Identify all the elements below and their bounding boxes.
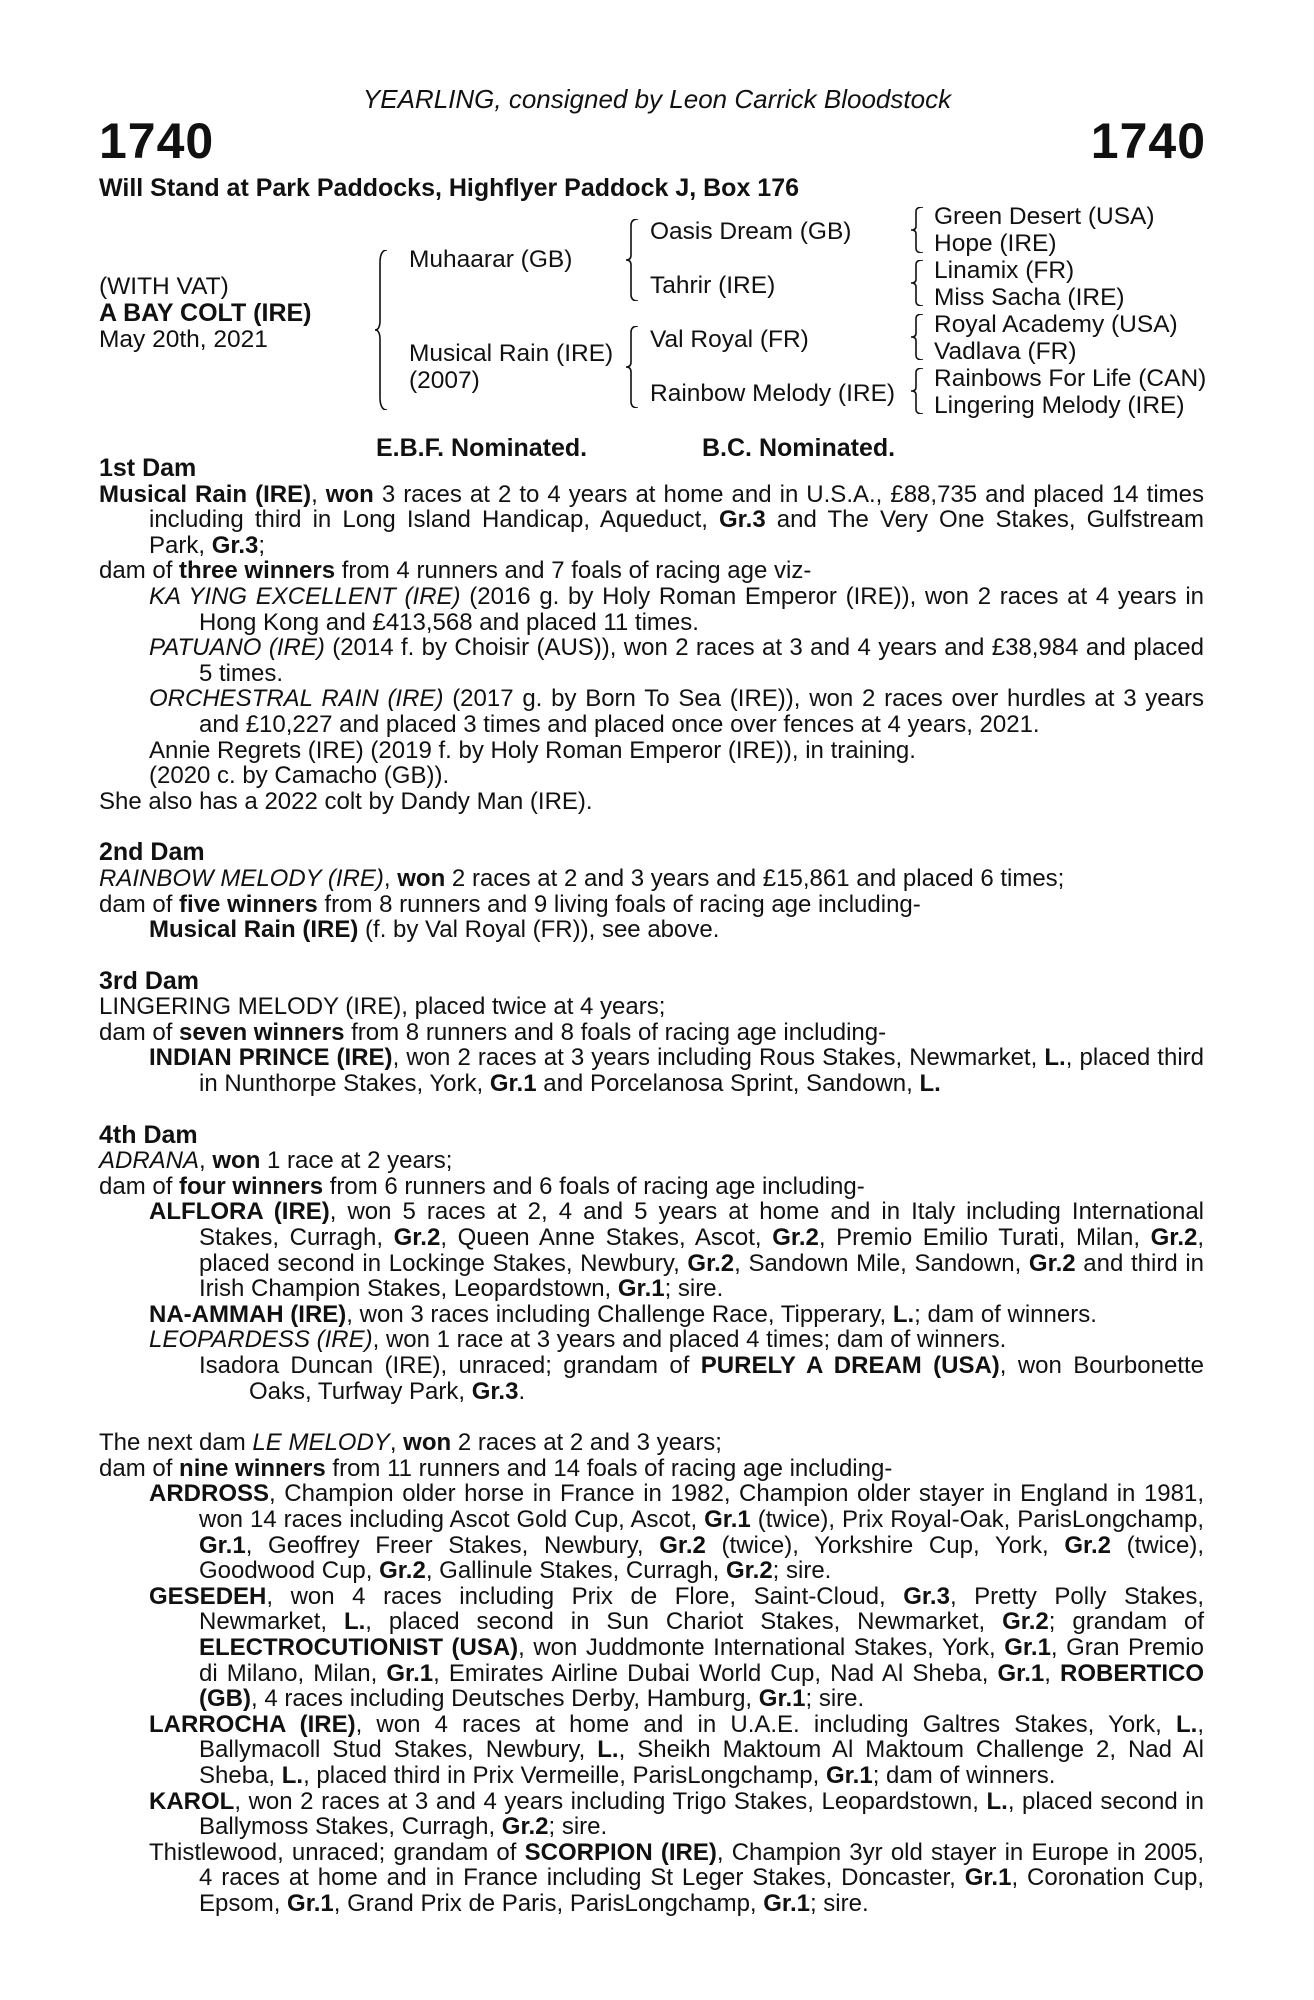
pedigree-sds: Linamix (FR) xyxy=(934,257,1075,284)
pedigree-note: RAINBOW MELODY (IRE), won 2 races at 2 and 3 years and £15,861 and placed 6 times; xyxy=(99,864,1065,892)
pedigree-dam-sire: Val Royal (FR) xyxy=(650,326,809,353)
pedigree-note: dam of nine winners from 11 runners and 14 foals of racing age including- xyxy=(99,1454,893,1482)
bc-nomination: B.C. Nominated. xyxy=(702,434,896,462)
pedigree-note: GESEDEH, won 4 races including Prix de Flore, Saint-Cloud, Gr.3, Pretty Polly Stakes, Newmarket, L., placed second in Sun Chariot Stakes, Newmarket, Gr.2; grandam of ELECTROCUTIONIST (USA), won Juddmonte International Stakes, York, Gr.1, Gran Premio di Milano, Milan, Gr.1, Emirates Airline Dubai World Cup, Nad Al Sheba, Gr.1, ROBERTICO (GB), 4 races including Deutsches Derby, Hamburg, Gr.1; sire. xyxy=(149,1582,1204,1713)
section-heading: 2nd Dam xyxy=(99,838,205,867)
section-heading: 1st Dam xyxy=(99,454,197,482)
stand-location: Will Stand at Park Paddocks, Highflyer Paddock J, Box 176 xyxy=(99,174,799,202)
lot-number-left: 1740 xyxy=(99,113,215,169)
dam-section xyxy=(99,966,1204,1098)
vat-note: (WITH VAT) xyxy=(99,273,229,300)
dam-section xyxy=(99,1430,1204,1916)
pedigree-note: (2020 c. by Camacho (GB)). xyxy=(149,762,450,790)
pedigree-note: ALFLORA (IRE), won 5 races at 2, 4 and 5 years at home and in Italy including International Stakes, Curragh, Gr.2, Queen Anne Stakes, Ascot, Gr.2, Premio Emilio Turati, Milan, Gr.2, placed second in Lockinge Stakes, Newbury, Gr.2, Sandown Mile, Sandown, Gr.2 and third in Irish Champion Stakes, Leopardstown, Gr.1; sire. xyxy=(149,1198,1205,1303)
dam-section xyxy=(99,840,1204,942)
dam-section xyxy=(99,456,1204,814)
horse-dob: May 20th, 2021 xyxy=(99,326,268,353)
pedigree-dss: Royal Academy (USA) xyxy=(934,311,1178,338)
pedigree-note: Thistlewood, unraced; grandam of SCORPION (IRE), Champion 3yr old stayer in Europe in 2005, 4 races at home and in France including St Leger Stakes, Doncaster, Gr.1, Coronation Cup, Epsom, Gr.1, Grand Prix de Paris, ParisLongchamp, Gr.1; sire. xyxy=(149,1838,1205,1917)
pedigree-dsd: Vadlava (FR) xyxy=(934,338,1077,365)
pedigree-note: ARDROSS, Champion older horse in France in 1982, Champion older stayer in England in 1981, won 14 races including Ascot Gold Cup, Ascot, Gr.1 (twice), Prix Royal-Oak, ParisLongchamp, Gr.1, Geoffrey Freer Stakes, Newbury, Gr.2 (twice), Yorkshire Cup, York, Gr.2 (twice), Goodwood Cup, Gr.2, Gallinule Stakes, Curragh, Gr.2; sire. xyxy=(149,1480,1204,1585)
pedigree-note: NA-AMMAH (IRE), won 3 races including Challenge Race, Tipperary, L.; dam of winners. xyxy=(149,1300,1097,1328)
pedigree-brace-ss xyxy=(910,207,924,253)
consignor-line: YEARLING, consigned by Leon Carrick Bloodstock xyxy=(362,84,952,114)
pedigree-note: She also has a 2022 colt by Dandy Man (IRE). xyxy=(99,787,593,815)
ebf-nomination: E.B.F. Nominated. xyxy=(376,434,588,462)
section-heading: 3rd Dam xyxy=(99,966,200,995)
pedigree-sdd: Miss Sacha (IRE) xyxy=(934,284,1125,311)
pedigree-sire-sire: Oasis Dream (GB) xyxy=(650,218,852,245)
pedigree-note: Annie Regrets (IRE) (2019 f. by Holy Roman Emperor (IRE)), in training. xyxy=(149,736,916,764)
pedigree-dam-dam: Rainbow Melody (IRE) xyxy=(650,380,896,407)
pedigree-note: dam of four winners from 6 runners and 6 foals of racing age including- xyxy=(99,1172,865,1200)
pedigree-note: Isadora Duncan (IRE), unraced; grandam of PURELY A DREAM (USA), won Bourbonette Oaks, Turfway Park, Gr.3. xyxy=(199,1352,1204,1405)
pedigree-brace-dam xyxy=(625,326,639,408)
pedigree-note: Musical Rain (IRE) (f. by Val Royal (FR)), see above. xyxy=(149,916,720,944)
pedigree-note: INDIAN PRINCE (IRE), won 2 races at 3 years including Rous Stakes, Newmarket, L., placed third in Nunthorpe Stakes, York, Gr.1 and Porcelanosa Sprint, Sandown, L. xyxy=(149,1044,1204,1098)
pedigree-note: LINGERING MELODY (IRE), placed twice at 4 years; xyxy=(99,993,666,1021)
pedigree-dam-year: (2007) xyxy=(409,367,480,394)
pedigree-note: dam of five winners from 8 runners and 9 living foals of racing age including- xyxy=(99,890,921,918)
pedigree-dds: Rainbows For Life (CAN) xyxy=(934,365,1207,392)
pedigree-brace-sd xyxy=(910,260,924,306)
pedigree-note: LARROCHA (IRE), won 4 races at home and in U.A.E. including Galtres Stakes, York, L., Ballymacoll Stud Stakes, Newbury, L., Sheikh Maktoum Al Maktoum Challenge 2, Nad Al Sheba, L., placed third in Prix Vermeille, ParisLongchamp, Gr.1; dam of winners. xyxy=(149,1710,1205,1789)
pedigree-brace-main xyxy=(374,250,388,410)
pedigree-note: ADRANA, won 1 race at 2 years; xyxy=(99,1147,453,1175)
pedigree-sire: Muhaarar (GB) xyxy=(409,246,573,273)
pedigree-ddd: Lingering Melody (IRE) xyxy=(934,392,1185,419)
dam-section xyxy=(99,1120,1205,1405)
pedigree-note: LEOPARDESS (IRE), won 1 race at 3 years and placed 4 times; dam of winners. xyxy=(149,1326,1007,1354)
pedigree-note: dam of seven winners from 8 runners and 8 foals of racing age including- xyxy=(99,1018,887,1046)
pedigree-brace-ds xyxy=(910,314,924,360)
pedigree-note: KAROL, won 2 races at 3 and 4 years including Trigo Stakes, Leopardstown, L., placed second in Ballymoss Stakes, Curragh, Gr.2; sire. xyxy=(149,1787,1204,1841)
pedigree-note: dam of three winners from 4 runners and 7 foals of racing age viz- xyxy=(99,557,812,585)
horse-name: A BAY COLT (IRE) xyxy=(99,299,312,327)
pedigree-note: Musical Rain (IRE), won 3 races at 2 to 4 years at home and in U.S.A., £88,735 and placed 14 times including third in Long Island Handicap, Aqueduct, Gr.3 and The Very One Stakes, Gulfstream Park, Gr.3; xyxy=(99,480,1205,559)
pedigree-ssd: Hope (IRE) xyxy=(934,230,1057,257)
pedigree-note: ORCHESTRAL RAIN (IRE) (2017 g. by Born To Sea (IRE)), won 2 races over hurdles at 3 years and £10,227 and placed 3 times and placed once over fences at 4 years, 2021. xyxy=(149,685,1204,738)
pedigree-note: PATUANO (IRE) (2014 f. by Choisir (AUS)), won 2 races at 3 and 4 years and £38,984 and placed 5 times. xyxy=(149,634,1204,687)
catalogue-body xyxy=(99,456,1204,1916)
section-heading: 4th Dam xyxy=(99,1120,198,1149)
pedigree-sss: Green Desert (USA) xyxy=(934,203,1155,230)
pedigree-dam: Musical Rain (IRE) xyxy=(409,340,614,367)
pedigree-brace-dd xyxy=(910,368,924,414)
pedigree-note: KA YING EXCELLENT (IRE) (2016 g. by Holy Roman Emperor (IRE)), won 2 races at 4 years in Hong Kong and £413,568 and placed 11 times. xyxy=(149,582,1204,636)
pedigree-note: The next dam LE MELODY, won 2 races at 2 and 3 years; xyxy=(99,1429,722,1457)
lot-number-right: 1740 xyxy=(1090,113,1206,169)
pedigree-brace-sire xyxy=(625,219,639,301)
pedigree-sire-dam: Tahrir (IRE) xyxy=(650,272,776,299)
